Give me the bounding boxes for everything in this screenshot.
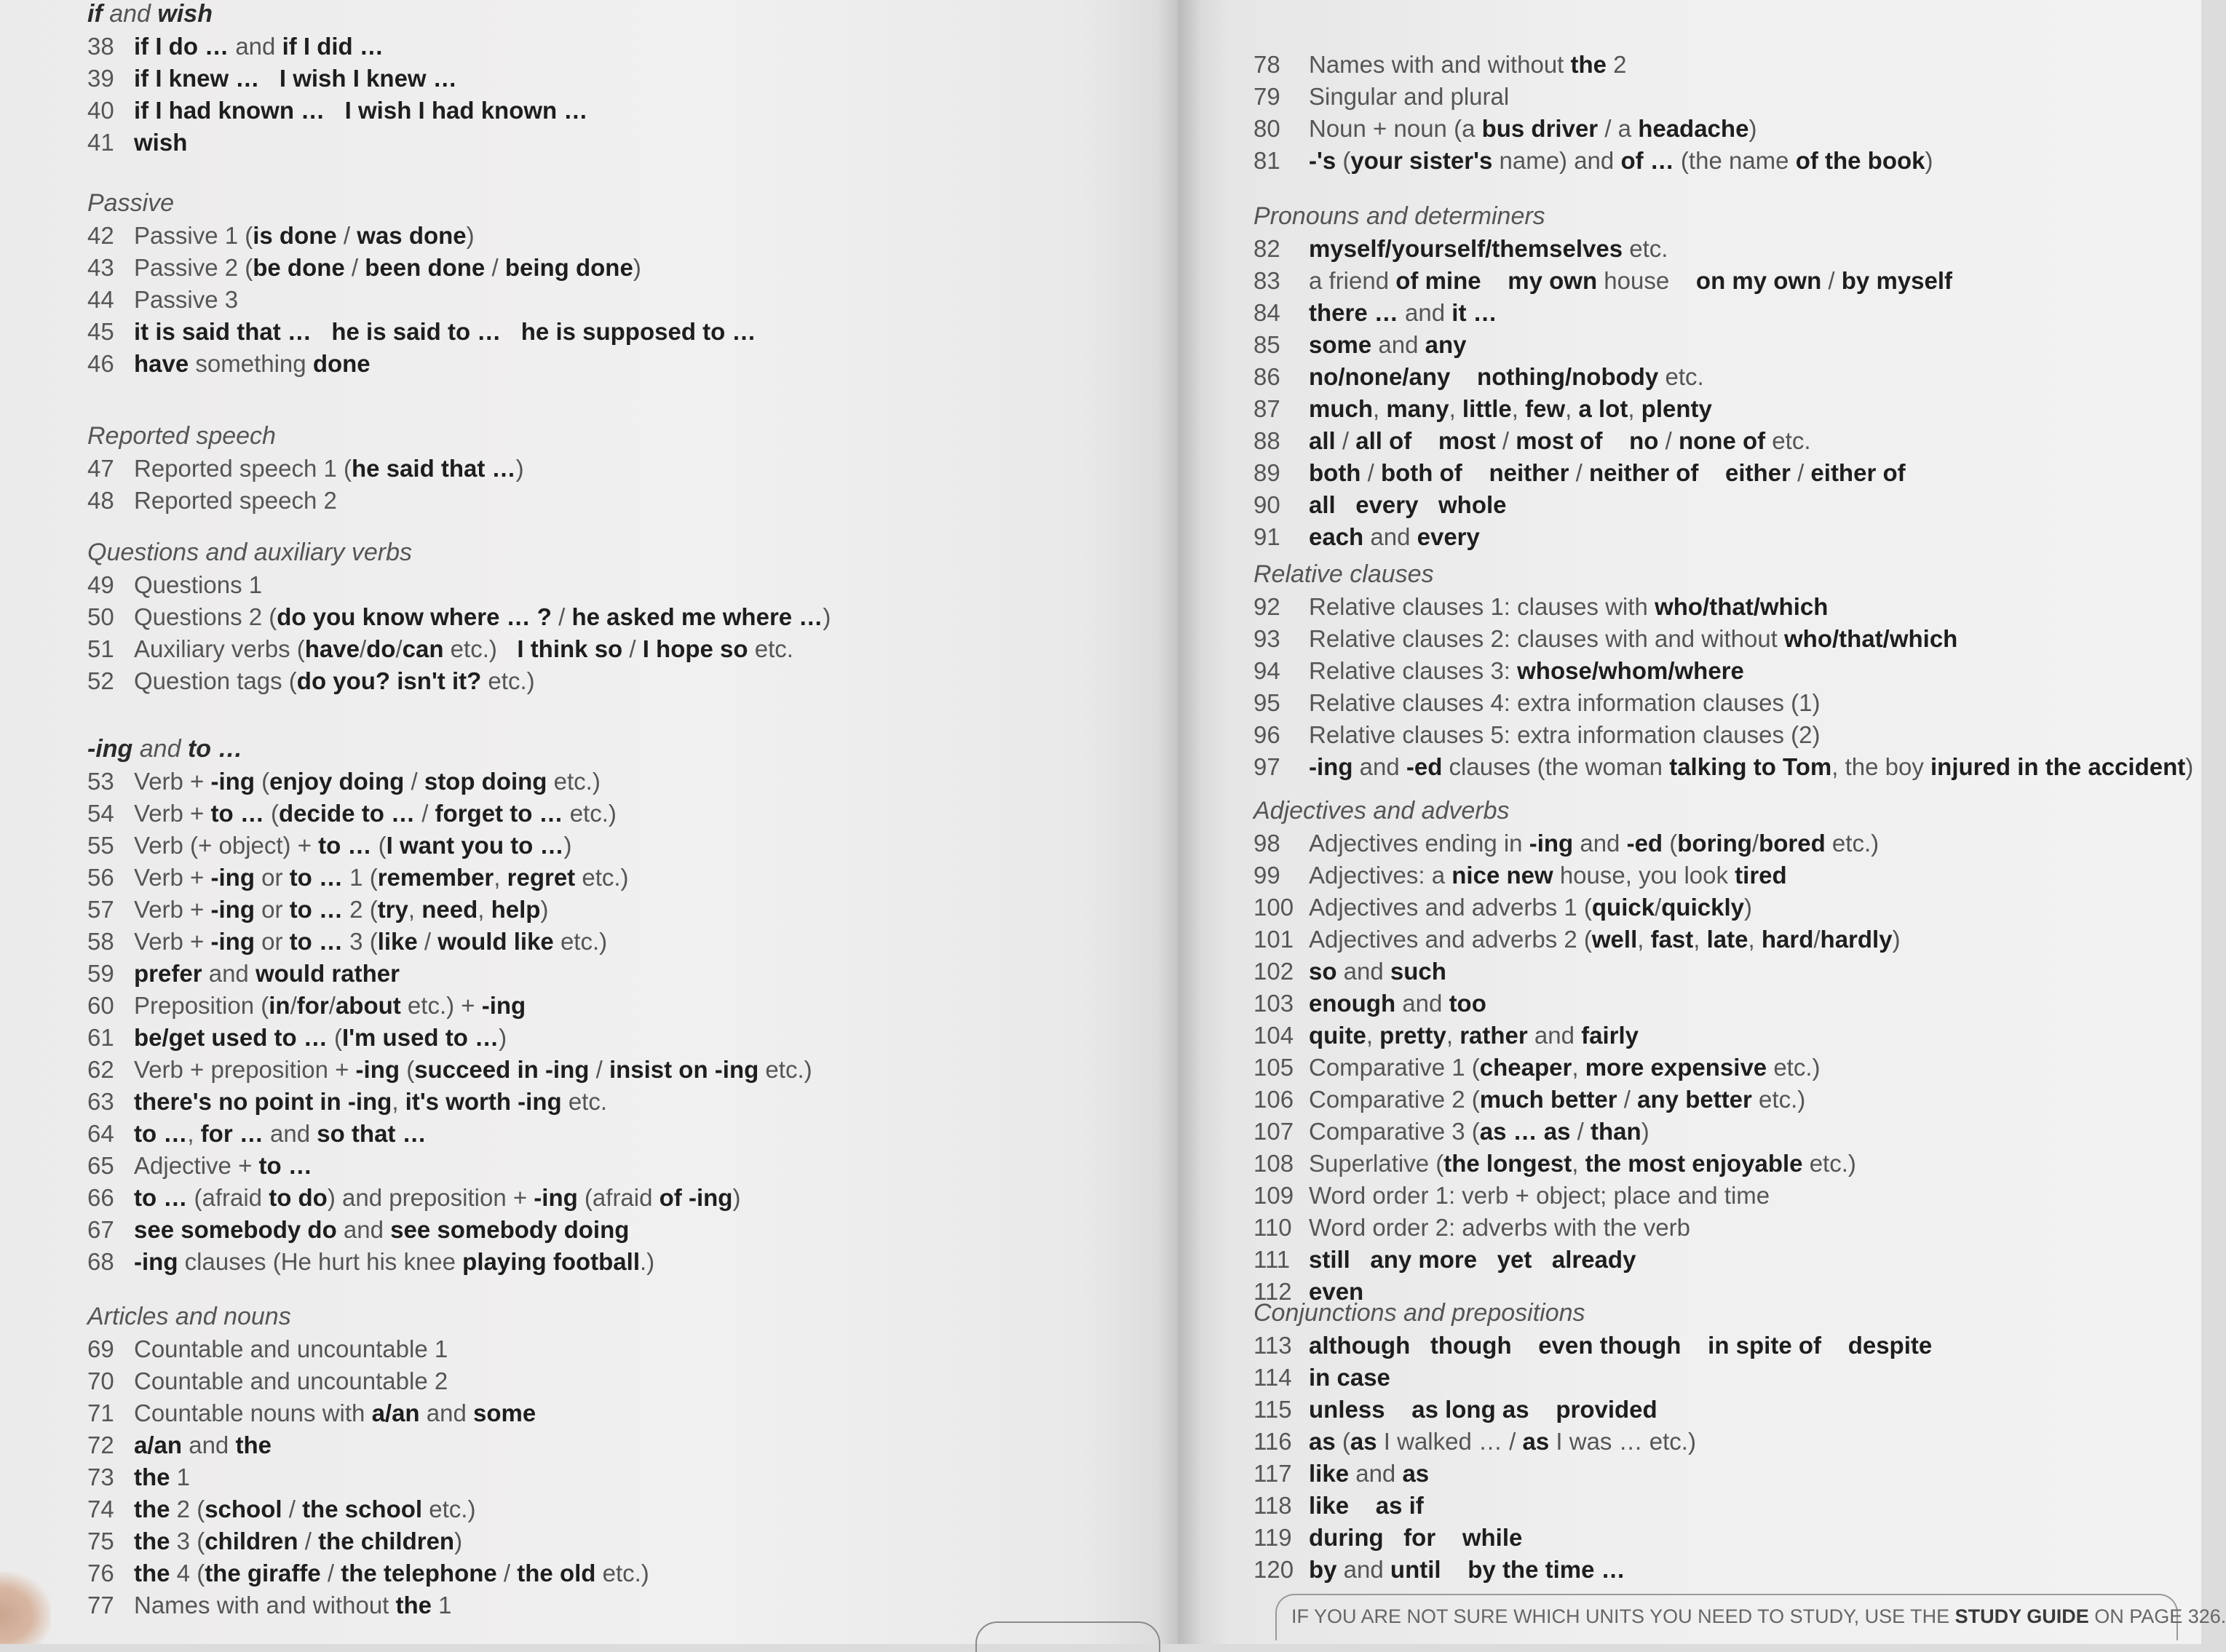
unit-entry [1253,1054,2185,1086]
unit-entry [1253,1246,2185,1278]
unit-entry [87,1120,1165,1152]
unit-title: all / all of most / most of no / none of etc. [1309,427,1811,454]
section-title: Relative clauses [1253,560,1434,588]
unit-entry [87,129,1165,161]
unit-number: 50 [87,603,114,630]
unit-title: prefer and would rather [134,960,400,987]
unit-number: 92 [1253,593,1280,620]
unit-title: Adjective + to … [134,1152,312,1179]
unit-title: Noun + noun (a bus driver / a headache) [1309,115,1757,142]
unit-title: Word order 1: verb + object; place and time [1309,1182,1770,1209]
unit-entry [1253,830,2185,862]
unit-entry [1253,523,2185,555]
unit-number: 52 [87,667,114,694]
contents-section [87,539,1165,699]
thumb [0,1572,51,1644]
unit-title: each and every [1309,523,1480,550]
unit-entry [87,1216,1165,1248]
unit-entry [1253,1556,2185,1588]
unit-title: Relative clauses 4: extra information clauses (1) [1309,689,1821,716]
unit-title: Relative clauses 2: clauses with and without who/that/which [1309,625,1958,652]
unit-number: 58 [87,928,114,955]
unit-number: 68 [87,1248,114,1275]
unit-title: like and as [1309,1460,1430,1487]
contents-section [1253,51,2185,179]
section-title: Adjectives and adverbs [1253,797,1510,825]
unit-title: wish [134,129,188,156]
unit-entry [1253,1460,2185,1492]
unit-title: although though even though in spite of despite [1309,1332,1933,1359]
unit-entry [87,928,1165,960]
unit-number: 98 [1253,830,1280,857]
unit-entry [1253,1396,2185,1428]
unit-number: 105 [1253,1054,1294,1081]
contents-section [87,189,1165,382]
unit-entry [1253,1428,2185,1460]
unit-title: be/get used to … (I'm used to …) [134,1024,507,1051]
unit-number: 45 [87,318,114,345]
unit-number: 54 [87,800,114,827]
unit-title: by and until by the time … [1309,1556,1625,1583]
unit-entry [87,768,1165,800]
section-title: -ing and to … [87,735,243,763]
unit-entry [1253,1150,2185,1182]
unit-entry [87,1248,1165,1280]
unit-title: like as if [1309,1492,1424,1519]
unit-entry [1253,299,2185,331]
unit-title: -ing and -ed clauses (the woman talking to Tom, the boy injured in the accident) [1309,753,2194,780]
unit-entry [87,1056,1165,1088]
unit-title: enough and too [1309,990,1486,1017]
unit-title: Verb + -ing (enjoy doing / stop doing etc.) [134,768,601,795]
unit-entry [1253,958,2185,990]
unit-title: Adjectives and adverbs 1 (quick/quickly) [1309,894,1752,921]
unit-number: 61 [87,1024,114,1051]
unit-number: 85 [1253,331,1280,358]
unit-title: Countable and uncountable 2 [134,1367,448,1394]
unit-number: 46 [87,350,114,377]
unit-title: if I had known … I wish I had known … [134,97,588,124]
unit-number: 44 [87,286,114,313]
unit-number: 119 [1253,1524,1292,1551]
unit-number: 63 [87,1088,114,1115]
unit-title: if I knew … I wish I knew … [134,65,457,92]
unit-number: 104 [1253,1022,1294,1049]
unit-number: 115 [1253,1396,1292,1423]
unit-entry [1253,115,2185,147]
unit-entry [1253,395,2185,427]
section-title: Conjunctions and prepositions [1253,1299,1585,1327]
section-title: Questions and auxiliary verbs [87,539,413,566]
unit-number: 117 [1253,1460,1292,1487]
unit-number: 60 [87,992,114,1019]
unit-entry [1253,147,2185,179]
unit-number: 100 [1253,894,1294,921]
unit-number: 42 [87,222,114,249]
unit-title: much, many, little, few, a lot, plenty [1309,395,1712,422]
unit-entry [1253,1214,2185,1246]
unit-number: 73 [87,1464,114,1490]
unit-title: both / both of neither / neither of either / either of [1309,459,1906,486]
unit-entry [1253,491,2185,523]
unit-title: Names with and without the 1 [134,1592,452,1619]
unit-entry [1253,689,2185,721]
unit-entry [87,97,1165,129]
unit-title: Relative clauses 5: extra information clauses (2) [1309,721,1821,748]
contents-section [1253,1299,2185,1588]
unit-title: to … (afraid to do) and preposition + -ing (afraid of -ing) [134,1184,741,1211]
contents-section [1253,560,2194,785]
unit-number: 78 [1253,51,1280,78]
unit-title: Word order 2: adverbs with the verb [1309,1214,1690,1241]
unit-number: 118 [1253,1492,1292,1519]
unit-title: Verb + -ing or to … 3 (like / would like etc.) [134,928,608,955]
page-tab-outline [975,1621,1160,1652]
unit-title: in case [1309,1364,1390,1391]
unit-entry [1253,267,2185,299]
unit-entry [87,286,1165,318]
unit-title: quite, pretty, rather and fairly [1309,1022,1639,1049]
contents-section [87,1303,1165,1624]
unit-entry [87,1592,1165,1624]
unit-number: 43 [87,254,114,281]
contents-section [1253,202,2185,555]
unit-entry [87,222,1165,254]
unit-number: 49 [87,571,114,598]
unit-number: 90 [1253,491,1280,518]
unit-title: Comparative 2 (much better / any better etc.) [1309,1086,1806,1113]
unit-title: Adjectives and adverbs 2 (well, fast, late, hard/hardly) [1309,926,1901,953]
unit-title: Relative clauses 3: whose/whom/where [1309,657,1744,684]
unit-title: -ing clauses (He hurt his knee playing football.) [134,1248,655,1275]
unit-number: 87 [1253,395,1280,422]
unit-number: 107 [1253,1118,1294,1145]
unit-entry [87,33,1165,65]
unit-entry [87,1184,1165,1216]
unit-title: Singular and plural [1309,83,1510,110]
unit-title: Questions 2 (do you know where … ? / he asked me where …) [134,603,831,630]
unit-title: Preposition (in/for/about etc.) + -ing [134,992,526,1019]
unit-title: some and any [1309,331,1467,358]
unit-entry [1253,1364,2185,1396]
unit-number: 95 [1253,689,1280,716]
unit-title: Verb + preposition + -ing (succeed in -ing / insist on -ing etc.) [134,1056,812,1083]
contents-section [87,0,1165,161]
unit-title: a/an and the [134,1431,272,1458]
unit-entry [87,603,1165,635]
section-title: Articles and nouns [87,1303,291,1330]
unit-entry [1253,1524,2185,1556]
unit-number: 97 [1253,753,1280,780]
unit-entry [1253,1332,2185,1364]
unit-number: 56 [87,864,114,891]
unit-number: 120 [1253,1556,1294,1583]
unit-title: there's no point in -ing, it's worth -ing etc. [134,1088,608,1115]
unit-title: Names with and without the 2 [1309,51,1627,78]
unit-title: no/none/any nothing/nobody etc. [1309,363,1704,390]
unit-number: 82 [1253,235,1280,262]
unit-entry [87,455,1165,487]
unit-number: 81 [1253,147,1280,174]
unit-number: 101 [1253,926,1294,953]
unit-entry [87,864,1165,896]
unit-number: 103 [1253,990,1294,1017]
unit-title: Reported speech 2 [134,487,337,514]
section-title: Passive [87,189,175,217]
unit-entry [87,350,1165,382]
unit-number: 48 [87,487,114,514]
unit-number: 71 [87,1399,114,1426]
unit-number: 67 [87,1216,114,1243]
unit-title: Passive 1 (is done / was done) [134,222,475,249]
unit-number: 94 [1253,657,1280,684]
unit-number: 51 [87,635,114,662]
study-guide-note: IF YOU ARE NOT SURE WHICH UNITS YOU NEED TO STUDY, USE THE STUDY GUIDE ON PAGE 326. [1275,1594,2178,1640]
unit-number: 76 [87,1560,114,1587]
unit-entry [87,1024,1165,1056]
unit-title: so and such [1309,958,1446,985]
unit-title: the 3 (children / the children) [134,1528,463,1554]
unit-number: 110 [1253,1214,1292,1241]
unit-number: 57 [87,896,114,923]
unit-entry [1253,990,2185,1022]
unit-title: all every whole [1309,491,1507,518]
unit-title: Verb + to … (decide to … / forget to … etc.) [134,800,617,827]
unit-entry [1253,657,2185,689]
unit-entry [87,992,1165,1024]
unit-number: 102 [1253,958,1294,985]
unit-entry [1253,1022,2185,1054]
unit-number: 40 [87,97,114,124]
unit-title: even [1309,1278,1364,1305]
unit-entry [87,635,1165,667]
unit-number: 113 [1253,1332,1292,1359]
unit-title: Countable nouns with a/an and some [134,1399,536,1426]
unit-entry [87,1088,1165,1120]
unit-entry [87,1152,1165,1184]
unit-entry [87,832,1165,864]
unit-number: 112 [1253,1278,1292,1305]
unit-number: 83 [1253,267,1280,294]
unit-number: 77 [87,1592,114,1619]
unit-entry [1253,459,2185,491]
contents-section [87,735,1165,1280]
unit-number: 65 [87,1152,114,1179]
unit-title: there … and it … [1309,299,1497,326]
unit-number: 86 [1253,363,1280,390]
unit-title: it is said that … he is said to … he is supposed to … [134,318,756,345]
unit-title: Relative clauses 1: clauses with who/that/which [1309,593,1829,620]
unit-number: 47 [87,455,114,482]
unit-number: 108 [1253,1150,1294,1177]
unit-number: 41 [87,129,114,156]
unit-entry [1253,894,2185,926]
unit-number: 106 [1253,1086,1294,1113]
unit-number: 70 [87,1367,114,1394]
unit-number: 55 [87,832,114,859]
unit-entry [87,318,1165,350]
unit-entry [1253,427,2185,459]
unit-title: Countable and uncountable 1 [134,1335,448,1362]
unit-title: Reported speech 1 (he said that …) [134,455,524,482]
unit-number: 74 [87,1496,114,1522]
unit-number: 64 [87,1120,114,1147]
unit-title: the 2 (school / the school etc.) [134,1496,476,1522]
unit-entry [1253,721,2185,753]
unit-title: if I do … and if I did … [134,33,384,60]
unit-number: 114 [1253,1364,1292,1391]
unit-entry [1253,593,2185,625]
unit-title: Questions 1 [134,571,263,598]
unit-title: Verb (+ object) + to … (I want you to …) [134,832,572,859]
unit-title: myself/yourself/themselves etc. [1309,235,1668,262]
unit-entry [87,896,1165,928]
contents-section [1253,797,2185,1310]
unit-title: -'s (your sister's name) and of … (the name of the book) [1309,147,1933,174]
unit-entry [87,1335,1165,1367]
unit-number: 109 [1253,1182,1294,1209]
section-title: Pronouns and determiners [1253,202,1545,230]
unit-title: Adjectives ending in -ing and -ed (boring/bored etc.) [1309,830,1880,857]
unit-entry [1253,926,2185,958]
unit-entry [1253,1118,2185,1150]
unit-number: 53 [87,768,114,795]
unit-number: 88 [1253,427,1280,454]
unit-entry [1253,83,2185,115]
unit-entry [87,487,1165,519]
unit-number: 91 [1253,523,1280,550]
unit-entry [87,1431,1165,1464]
unit-entry [87,1367,1165,1399]
unit-number: 116 [1253,1428,1292,1455]
unit-entry [1253,51,2185,83]
unit-title: Passive 3 [134,286,239,313]
contents-section [87,422,1165,519]
unit-entry [1253,1492,2185,1524]
unit-entry [87,1399,1165,1431]
unit-entry [87,667,1165,699]
unit-title: have something done [134,350,371,377]
unit-entry [1253,331,2185,363]
section-title: Reported speech [87,422,276,450]
unit-title: Comparative 1 (cheaper, more expensive etc.) [1309,1054,1821,1081]
unit-title: a friend of mine my own house on my own / by myself [1309,267,1953,294]
unit-title: the 1 [134,1464,191,1490]
section-title: if and wish [87,0,213,28]
unit-entry [87,960,1165,992]
unit-number: 66 [87,1184,114,1211]
unit-entry [87,254,1165,286]
unit-entry [87,571,1165,603]
unit-entry [1253,1086,2185,1118]
unit-number: 38 [87,33,114,60]
unit-number: 84 [1253,299,1280,326]
unit-title: Superlative (the longest, the most enjoyable etc.) [1309,1150,1856,1177]
unit-title: Comparative 3 (as … as / than) [1309,1118,1649,1145]
unit-entry [87,1496,1165,1528]
unit-number: 80 [1253,115,1280,142]
unit-entry [87,1560,1165,1592]
unit-title: Auxiliary verbs (have/do/can etc.) I think so / I hope so etc. [134,635,793,662]
unit-title: still any more yet already [1309,1246,1636,1273]
unit-title: to …, for … and so that … [134,1120,427,1147]
unit-title: Question tags (do you? isn't it? etc.) [134,667,535,694]
unit-entry [87,1464,1165,1496]
unit-entry [1253,1182,2185,1214]
unit-title: Verb + -ing or to … 1 (remember, regret etc.) [134,864,629,891]
unit-number: 75 [87,1528,114,1554]
unit-number: 72 [87,1431,114,1458]
unit-entry [1253,625,2185,657]
unit-title: Passive 2 (be done / been done / being done) [134,254,641,281]
unit-entry [87,65,1165,97]
unit-number: 62 [87,1056,114,1083]
unit-entry [1253,753,2194,785]
unit-title: as (as I walked … / as I was … etc.) [1309,1428,1696,1455]
unit-title: unless as long as provided [1309,1396,1657,1423]
unit-entry [87,800,1165,832]
unit-number: 39 [87,65,114,92]
unit-entry [1253,235,2185,267]
unit-number: 69 [87,1335,114,1362]
unit-number: 93 [1253,625,1280,652]
unit-title: during for while [1309,1524,1523,1551]
unit-title: the 4 (the giraffe / the telephone / the old etc.) [134,1560,649,1587]
unit-number: 111 [1253,1246,1291,1273]
unit-number: 89 [1253,459,1280,486]
unit-title: Verb + -ing or to … 2 (try, need, help) [134,896,549,923]
unit-entry [1253,363,2185,395]
unit-number: 79 [1253,83,1280,110]
unit-number: 59 [87,960,114,987]
unit-title: see somebody do and see somebody doing [134,1216,630,1243]
unit-entry [87,1528,1165,1560]
unit-number: 96 [1253,721,1280,748]
unit-title: Adjectives: a nice new house, you look tired [1309,862,1787,889]
unit-entry [1253,862,2185,894]
unit-number: 99 [1253,862,1280,889]
